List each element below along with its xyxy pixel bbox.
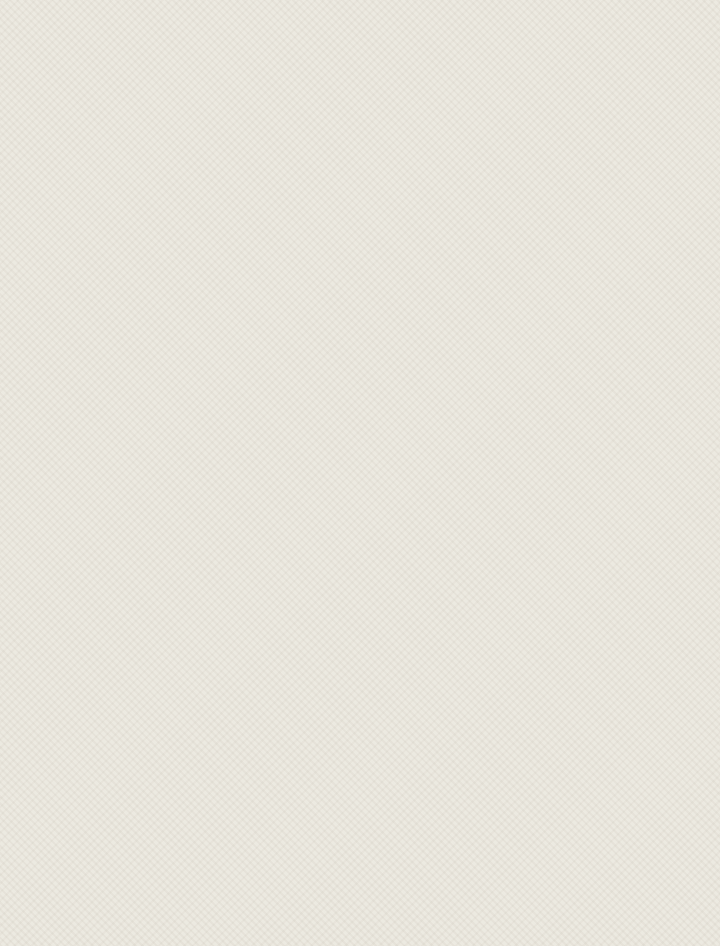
ornament-border-bottom (58, 870, 720, 946)
ornament-border-left (0, 0, 58, 880)
ornament-border-top (0, 0, 720, 52)
